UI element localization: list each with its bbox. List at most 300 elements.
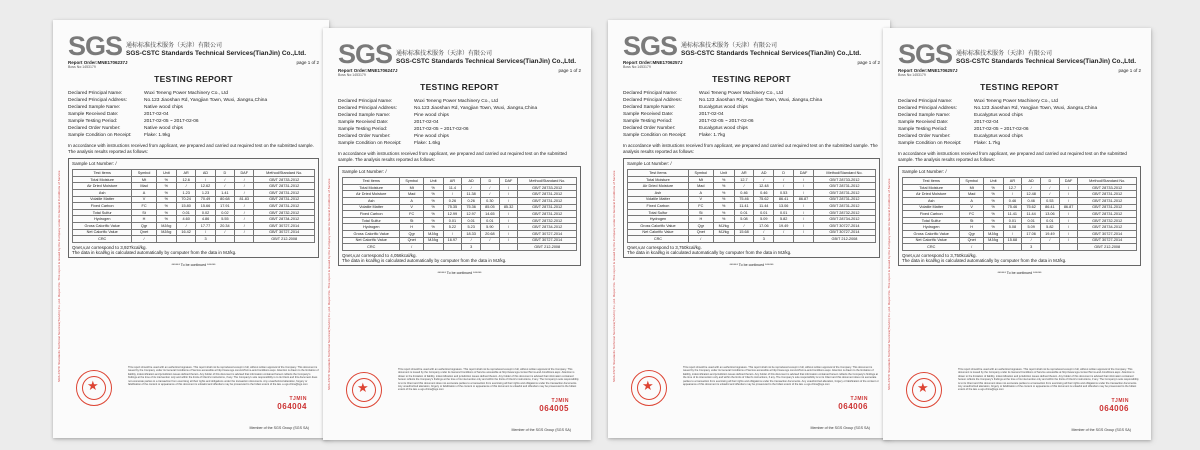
info-value: Eucalyptus wood chips — [699, 105, 748, 110]
info-value: Wuxi Teneng Power Machinery Co., Ltd — [974, 99, 1059, 104]
cell-symbol: Qgr — [688, 222, 713, 229]
cell-daf: / — [794, 176, 814, 183]
result-note — [627, 245, 876, 255]
table-row — [73, 236, 315, 243]
company-name — [956, 50, 1136, 66]
cell-ad: 17.06 — [754, 222, 774, 229]
cell-symbol: FC — [960, 211, 983, 218]
cell-symbol: Qgr — [400, 230, 423, 237]
cell-ar: 11.4 — [443, 184, 462, 191]
info-period — [898, 126, 1141, 133]
table-row — [903, 211, 1137, 218]
cell-test-item: Hydrogen — [73, 216, 132, 223]
kcal-correspondence: Qnet,v,ar correspond to 3,750kcal/kg. — [902, 252, 977, 258]
cell-d: 0.01 — [774, 209, 794, 216]
info-label: Declared Order Number: — [898, 134, 951, 139]
cell-d — [774, 236, 794, 243]
header-method: Method/Standard No. — [1078, 178, 1137, 185]
cell-test-item: Total Sulfur — [628, 209, 689, 216]
cell-test-item: Volatile Matter — [903, 204, 960, 211]
stamp-tjmin: TJMIN — [551, 398, 569, 404]
cell-method: GB/T 212-2008 — [1078, 244, 1137, 251]
official-seal — [346, 372, 382, 408]
info-value: 2017-02-04 — [699, 112, 724, 117]
cell-ad: 12.62 — [196, 183, 215, 190]
page-indicator: page 1 of 2 — [857, 60, 880, 65]
cell-symbol: Qgr — [132, 222, 156, 229]
report-title: TESTING REPORT — [980, 82, 1059, 92]
side-margin-text: SGS-CSTC Standards Technical Services(TianJin) Co.,Ltd. Report No. This report is issued by the Company under its General Conditions of Service — [57, 170, 61, 382]
cell-test-item: Total Moisture — [628, 176, 689, 183]
cell-daf: 85.32 — [499, 204, 518, 211]
cell-daf: 81.83 — [235, 196, 254, 203]
cell-daf: / — [794, 183, 814, 190]
table-row — [903, 197, 1137, 204]
to-be-continued: ****** To be continued ****** — [997, 271, 1042, 276]
cell-ar: 4.60 — [176, 216, 195, 223]
intro-text: In accordance with instructions received from applicant, we prepared and carried out required test on the submitted sample. The analysis results reported as follows: — [898, 151, 1127, 162]
cell-daf: / — [499, 217, 518, 224]
stamp-serial: 064005 — [539, 404, 569, 413]
info-label: Sample Received Date: — [338, 120, 389, 125]
info-value: 2017-02-05 ~ 2017-02-06 — [974, 127, 1029, 132]
cell-d: 0.01 — [481, 217, 500, 224]
info-sample-name — [623, 104, 880, 111]
cell-daf: / — [235, 229, 254, 236]
cell-ar: 12.7 — [1003, 184, 1022, 191]
info-value: 2017-02-05 ~ 2017-02-06 — [144, 119, 199, 124]
result-note — [342, 253, 577, 263]
sgs-logo: SGS — [623, 31, 678, 61]
info-label: Declared Principal Address: — [898, 106, 957, 111]
report-title: TESTING REPORT — [420, 82, 499, 92]
cell-ar: 0.01 — [176, 209, 195, 216]
cell-method: GB/T 28734-2012 — [813, 216, 875, 223]
cell-symbol: A — [960, 197, 983, 204]
header-unit: Unit — [713, 170, 734, 177]
cell-test-item: Total Moisture — [343, 184, 400, 191]
info-period — [338, 126, 581, 133]
results-box — [623, 158, 880, 258]
info-value: Flake: 1.6kg — [414, 141, 441, 146]
cell-method: GB/T 28731-2012 — [813, 203, 875, 210]
side-margin-text: SGS-CSTC Standards Technical Services(TianJin) Co.,Ltd. Report No. This report is issued by the Company under its General Conditions of Service — [887, 178, 891, 390]
cell-d: 20.68 — [481, 230, 500, 237]
info-value: 2017-02-05 ~ 2017-02-06 — [699, 119, 754, 124]
table-header-row — [628, 170, 876, 177]
info-label: Sample Testing Period: — [338, 127, 388, 132]
cell-daf: 86.87 — [1059, 204, 1078, 211]
cell-unit: % — [423, 197, 443, 204]
cell-daf: / — [794, 222, 814, 229]
report-footer — [623, 366, 880, 430]
cell-unit: % — [423, 191, 443, 198]
cell-symbol: / — [688, 236, 713, 243]
cell-method: GB/T 28731-2012 — [813, 189, 875, 196]
cell-unit: MJ/kg — [423, 230, 443, 237]
cell-d: / — [215, 183, 234, 190]
cell-d: 19.49 — [1041, 230, 1060, 237]
cell-test-item: CRC — [343, 244, 400, 251]
cell-daf: 86.87 — [794, 196, 814, 203]
info-address — [898, 105, 1141, 112]
header-ar: AR — [443, 178, 462, 185]
info-label: Declared Principal Name: — [898, 99, 953, 104]
cell-ar: 12.7 — [734, 176, 754, 183]
lot-number: Sample Lot Number: / — [342, 169, 387, 175]
cell-symbol: / — [960, 244, 983, 251]
info-value: Flake: 1.7kg — [974, 141, 1001, 146]
cell-test-item: Hydrogen — [343, 224, 400, 231]
cell-symbol: / — [400, 244, 423, 251]
cell-ar: 0.01 — [1003, 217, 1022, 224]
results-table — [627, 169, 876, 243]
table-header-row — [903, 178, 1137, 185]
table-header-row — [73, 170, 315, 177]
cell-symbol: Mad — [400, 191, 423, 198]
cell-daf: / — [499, 184, 518, 191]
cell-test-item: Net Calorific Value — [73, 229, 132, 236]
cell-test-item: Hydrogen — [628, 216, 689, 223]
info-value: Eucalyptus wood chips — [974, 113, 1023, 118]
info-address — [338, 105, 581, 112]
cell-daf: / — [499, 197, 518, 204]
report-footer — [338, 368, 581, 432]
cell-ad: 4.86 — [196, 216, 215, 223]
info-value: No.123 Jiaoshan Rd, Yangjian Town, Wuxi, Jiangsu,China — [414, 106, 538, 111]
table-row — [628, 222, 876, 229]
cell-d: / — [774, 229, 794, 236]
cell-unit: % — [713, 196, 734, 203]
cell-symbol: Mt — [960, 184, 983, 191]
cell-d: / — [1041, 191, 1060, 198]
info-label: Declared Order Number: — [68, 126, 121, 131]
page-indicator: page 1 of 2 — [558, 68, 581, 73]
cell-symbol: Qnet — [960, 237, 983, 244]
cell-unit: % — [983, 211, 1003, 218]
table-row — [73, 183, 315, 190]
cell-d: 14.65 — [481, 211, 500, 218]
info-value: 2017-02-05 ~ 2017-02-06 — [414, 127, 469, 132]
company-name-cn: 通标标准技术服务（天津）有限公司 — [956, 51, 1053, 57]
cell-d: 5.55 — [215, 216, 234, 223]
table-row — [343, 191, 577, 198]
cell-unit: % — [713, 176, 734, 183]
company-name-en: SGS-CSTC Standards Technical Services(TianJin) Co.,Ltd. — [126, 50, 307, 57]
boss-number: Boss No:1453179 — [68, 65, 96, 69]
cell-d: 19.49 — [774, 222, 794, 229]
table-row — [343, 204, 577, 211]
cell-method: GB/T 28731-2012 — [518, 204, 577, 211]
report-sheet — [323, 28, 591, 440]
cell-test-item: Volatile Matter — [73, 196, 132, 203]
results-table — [342, 177, 577, 251]
cell-unit: % — [156, 203, 176, 210]
cell-d: / — [481, 184, 500, 191]
cell-daf — [794, 236, 814, 243]
cell-test-item: Fixed Carbon — [903, 211, 960, 218]
header-daf: DAF — [1059, 178, 1078, 185]
info-condition — [68, 132, 319, 139]
cell-test-item: CRC — [903, 244, 960, 251]
header-method: Method/Standard No. — [518, 178, 577, 185]
cell-ad: 5.23 — [462, 224, 481, 231]
lot-number: Sample Lot Number: / — [902, 169, 947, 175]
company-name-en: SGS-CSTC Standards Technical Services(TianJin) Co.,Ltd. — [396, 58, 577, 65]
cell-symbol: A — [400, 197, 423, 204]
cell-ad: / — [754, 229, 774, 236]
cell-daf: / — [1059, 184, 1078, 191]
cell-unit: MJ/kg — [156, 222, 176, 229]
cell-symbol: Mt — [400, 184, 423, 191]
result-note — [72, 245, 315, 255]
cell-unit: % — [156, 189, 176, 196]
cell-d: 85.05 — [481, 204, 500, 211]
cell-unit: % — [156, 176, 176, 183]
cell-symbol: St — [400, 217, 423, 224]
cell-method: GB/T 28731-2012 — [518, 191, 577, 198]
lot-number: Sample Lot Number: / — [72, 161, 117, 167]
cell-ar: 75.46 — [734, 196, 754, 203]
cell-ad: 3 — [196, 236, 215, 243]
info-label: Sample Condition on Receipt: — [623, 133, 687, 138]
cell-d: / — [481, 237, 500, 244]
cell-d: 13.06 — [774, 203, 794, 210]
cell-d: 86.41 — [774, 196, 794, 203]
table-row — [343, 224, 577, 231]
sample-info — [68, 90, 319, 139]
kcal-correspondence: Qnet,v,ar correspond to 4,056kcal/kg. — [342, 252, 417, 258]
cell-method: GB/T 30727-2014 — [518, 237, 577, 244]
info-order — [338, 133, 581, 140]
info-value: Pine wood chips — [414, 113, 449, 118]
header-d: D — [774, 170, 794, 177]
info-label: Sample Testing Period: — [898, 127, 948, 132]
info-label: Sample Condition on Receipt: — [338, 141, 402, 146]
table-row — [73, 209, 315, 216]
header-unit: Unit — [156, 170, 176, 177]
cell-daf: / — [1059, 217, 1078, 224]
company-name — [681, 42, 861, 58]
cell-ar: / — [734, 222, 754, 229]
cell-ad: 12.48 — [754, 183, 774, 190]
cell-daf: / — [1059, 237, 1078, 244]
table-row — [903, 217, 1137, 224]
cell-method: GB/T 28732-2012 — [254, 209, 315, 216]
cell-d: 86.41 — [1041, 204, 1060, 211]
info-received — [898, 119, 1141, 126]
cell-daf: / — [794, 209, 814, 216]
header-daf: DAF — [235, 170, 254, 177]
cell-d: 1.41 — [215, 189, 234, 196]
table-row — [628, 236, 876, 243]
info-label: Declared Order Number: — [623, 126, 676, 131]
info-value: Eucalyptus wood chips — [699, 126, 748, 131]
table-row — [628, 216, 876, 223]
cell-daf: / — [499, 237, 518, 244]
cell-unit — [713, 236, 734, 243]
cell-symbol: V — [960, 204, 983, 211]
stamp-serial: 064006 — [1099, 404, 1129, 413]
cell-ar — [443, 244, 462, 251]
stamp-serial: 064006 — [838, 402, 868, 411]
kcal-correspondence: Qnet,v,ar correspond to 3,927kcal/kg. — [72, 244, 147, 250]
cell-method: GB/T 28732-2012 — [1078, 217, 1137, 224]
cell-ad: 0.46 — [1022, 197, 1041, 204]
cell-unit: MJ/kg — [713, 222, 734, 229]
stamp-tjmin: TJMIN — [1111, 398, 1129, 404]
cell-method: GB/T 30727-2014 — [518, 230, 577, 237]
report-footer — [68, 366, 319, 430]
results-box — [338, 166, 581, 266]
cell-daf: / — [499, 224, 518, 231]
cell-unit: % — [983, 191, 1003, 198]
cell-daf: / — [794, 216, 814, 223]
header-daf: DAF — [499, 178, 518, 185]
cell-ar: / — [1003, 191, 1022, 198]
cell-symbol: Mt — [132, 176, 156, 183]
info-value: Native wood chips — [144, 126, 183, 131]
kcal-note: The data in kcal/kg is calculated automatically by computer from the data in MJ/kg. — [627, 249, 792, 255]
cell-ar: 70.24 — [176, 196, 195, 203]
header-method: Method/Standard No. — [813, 170, 875, 177]
info-principal — [338, 98, 581, 105]
report-title: TESTING REPORT — [712, 74, 791, 84]
table-row — [628, 189, 876, 196]
stamp-tjmin: TJMIN — [850, 396, 868, 402]
cell-symbol: Mad — [688, 183, 713, 190]
table-row — [343, 230, 577, 237]
results-box — [68, 158, 319, 258]
info-sample-name — [338, 112, 581, 119]
info-label: Declared Sample Name: — [68, 105, 121, 110]
cell-daf: / — [235, 216, 254, 223]
report-title: TESTING REPORT — [154, 74, 233, 84]
star-icon: ★ — [642, 378, 654, 393]
cell-d: / — [215, 229, 234, 236]
cell-ad: 0.01 — [462, 217, 481, 224]
cell-test-item: Fixed Carbon — [73, 203, 132, 210]
terms-fine-print: This report should be used with an authorized signature. This report shall not be reproduced except in full, without written approval of the Company. This document is issued by the Company under its General Conditions of Service accessible at http://www.sgs.com/en/Terms-and-Conditions.aspx. Attention is drawn to the limitation of liability, indemnification and jurisdiction issues defined therein. Any holder of this document is advised that information contained hereon reflects the Company's findings at the time of its intervention only and within the limits of Client's instructions, if any. The Company's sole responsibility is to its Client and this document does not exonerate parties to a transaction from exercising all their rights and obligations under the transaction documents. Any unauthorized alteration, forgery or falsification of the content or appearance of this document is unlawful and offenders may be prosecuted to the fullest extent of the law. e-sgs.china@sgs.com — [128, 366, 319, 387]
table-row — [73, 216, 315, 223]
boss-number: Boss No:1453179 — [338, 73, 366, 77]
cell-d: 17.91 — [215, 203, 234, 210]
cell-ad: / — [1022, 237, 1041, 244]
cell-ar: 16.42 — [176, 229, 195, 236]
table-row — [343, 197, 577, 204]
sgs-logo: SGS — [338, 39, 393, 69]
cell-ad: 5.09 — [754, 216, 774, 223]
cell-ar: 15.68 — [1003, 237, 1022, 244]
company-name-en: SGS-CSTC Standards Technical Services(TianJin) Co.,Ltd. — [681, 50, 862, 57]
official-seal — [76, 370, 112, 406]
cell-unit: % — [713, 209, 734, 216]
cell-ar: 0.01 — [734, 209, 754, 216]
to-be-continued: ****** To be continued ****** — [437, 271, 482, 276]
report-header — [898, 39, 1141, 69]
cell-test-item: Air Dried Moisture — [903, 191, 960, 198]
header-symbol: Symbol — [688, 170, 713, 177]
info-label: Sample Condition on Receipt: — [898, 141, 962, 146]
cell-ar: 0.01 — [443, 217, 462, 224]
results-box — [898, 166, 1141, 266]
cell-daf: / — [499, 191, 518, 198]
cell-d — [215, 236, 234, 243]
cell-ar — [734, 236, 754, 243]
sgs-logo: SGS — [898, 39, 953, 69]
cell-method: GB/T 28731-2012 — [254, 196, 315, 203]
report-sheet — [883, 28, 1151, 440]
table-row — [628, 196, 876, 203]
info-label: Declared Principal Address: — [68, 98, 127, 103]
cell-test-item: Ash — [903, 197, 960, 204]
header-ar: AR — [176, 170, 195, 177]
cell-ar: 15.68 — [734, 229, 754, 236]
info-sample-name — [898, 112, 1141, 119]
star-icon: ★ — [87, 378, 99, 393]
cell-unit: % — [713, 216, 734, 223]
serial-stamp — [277, 396, 307, 411]
cell-test-item: Gross Calorific Value — [628, 222, 689, 229]
cell-method: GB/T 28731-2012 — [1078, 191, 1137, 198]
sgs-logo: SGS — [68, 31, 123, 61]
header-d: D — [481, 178, 500, 185]
cell-ad: 15.66 — [196, 203, 215, 210]
cell-unit — [423, 244, 443, 251]
info-received — [68, 111, 319, 118]
cell-daf: / — [794, 229, 814, 236]
info-condition — [898, 140, 1141, 147]
cell-method: GB/T 28732-2012 — [813, 209, 875, 216]
cell-symbol: Qgr — [960, 230, 983, 237]
info-value: Eucalyptus wood chips — [974, 134, 1023, 139]
table-row — [73, 222, 315, 229]
header-d: D — [1041, 178, 1060, 185]
cell-test-item: Ash — [343, 197, 400, 204]
to-be-continued: ****** To be continued ****** — [171, 263, 216, 268]
header-ar: AR — [734, 170, 754, 177]
cell-ar: 0.26 — [443, 197, 462, 204]
cell-ar: 5.08 — [734, 216, 754, 223]
cell-ad: 3 — [462, 244, 481, 251]
sgs-member-line: Member of the SGS Group (SGS SA) — [511, 428, 571, 432]
table-row — [903, 191, 1137, 198]
info-label: Sample Testing Period: — [68, 119, 118, 124]
cell-test-item: Gross Calorific Value — [903, 230, 960, 237]
cell-d: 13.06 — [1041, 211, 1060, 218]
cell-daf: / — [1059, 224, 1078, 231]
header-test-items: Test Items — [628, 170, 689, 177]
cell-unit: % — [423, 217, 443, 224]
cell-test-item: Ash — [73, 189, 132, 196]
info-label: Declared Principal Address: — [338, 106, 397, 111]
header-method: Method/Standard No. — [254, 170, 315, 177]
cell-symbol: V — [132, 196, 156, 203]
cell-ad: 0.46 — [754, 189, 774, 196]
cell-d: 0.01 — [1041, 217, 1060, 224]
serial-stamp — [838, 396, 868, 411]
info-received — [338, 119, 581, 126]
cell-symbol: St — [688, 209, 713, 216]
cell-ar — [176, 236, 195, 243]
cell-unit: MJ/kg — [156, 229, 176, 236]
sgs-member-line: Member of the SGS Group (SGS SA) — [810, 426, 870, 430]
cell-d: / — [1041, 237, 1060, 244]
header-ad: AD — [196, 170, 215, 177]
info-label: Sample Testing Period: — [623, 119, 673, 124]
cell-test-item: Ash — [628, 189, 689, 196]
company-name — [126, 42, 306, 58]
